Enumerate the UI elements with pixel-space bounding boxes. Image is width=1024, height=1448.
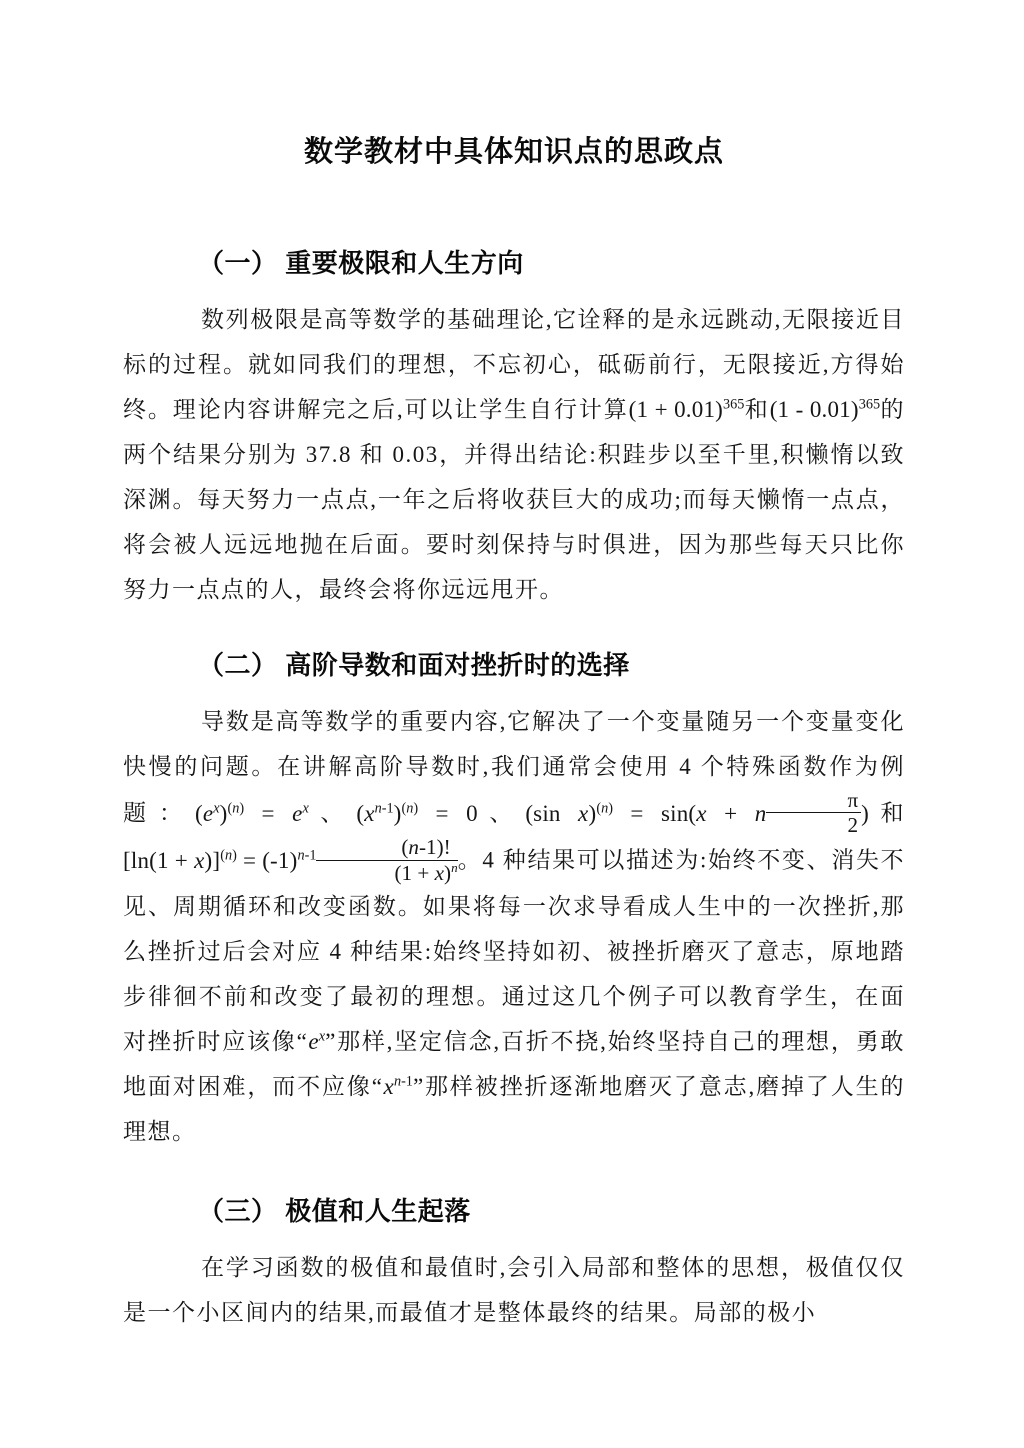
- section-heading-higher-derivatives: （二） 高阶导数和面对挫折时的选择: [198, 650, 630, 680]
- section-extrema: [123, 1194, 905, 1335]
- section-heading-extrema: （三） 极值和人生起落: [198, 1195, 471, 1226]
- paragraph-higher-derivatives: 导数是高等数学的重要内容,它解决了一个变量随另一个变量变化快慢的问题。在讲解高阶导数时,我们通常会使用 4 个特殊函数作为例题：$(e^x)^{(n)} = e^x$、$(x^{n-1})^{(n)} = 0$、(sin x)$^{(n)}$ = sin(x + n $\frac{\pi}{2}$ )和$[\ln(1 + x)]^{(n)} = (-1)^{n-1}$ $\frac{(n-1)!}{(1 + x)^n}$ 。4 种结果可以描述为:始终不变、消失不见、周期循环和改变函数。如果将每一次求导看成人生中的一次挫折,那么挫折过后会对应 4 种结果:始终坚持如初、被挫折磨灭了意志，原地踏步徘徊不前和改变了最初的理想。通过这几个例子可以教育学生，在面对挫折时应该像“$e^x$”那样,坚定信念,百折不挠,始终坚持自己的理想，勇敢地面对困难，而不应像“$x^{n-1}$”那样被挫折逐渐地磨灭了意志,磨掉了人生的理想。: [123, 709, 906, 1144]
- section-heading-important-limits: （一） 重要极限和人生方向: [198, 248, 524, 278]
- document-title: 数学教材中具体知识点的思政点: [303, 136, 724, 168]
- paragraph-important-limits: 数列极限是高等数学的基础理论,它诠释的是永远跳动,无限接近目标的过程。就如同我们的理想，不忘初心，砥砺前行，无限接近,方得始终。理论内容讲解完之后,可以让学生自行计算$(1 + 0.01)^{365}$和(1 - 0.01)$^{365}$的两个结果分别为 37.8 和 0.03，并得出结论:积跬步以至千里,积懒惰以致深渊。每天努力一点点,一年之后将收获巨大的成功;而每天懒惰一点点，将会被人远远地抛在后面。要时刻保持与时俱进，因为那些每天只比你努力一点点的人，最终会将你远远甩开。: [123, 307, 906, 602]
- section-higher-derivatives: [123, 648, 905, 1154]
- section-important-limits: [123, 246, 905, 612]
- paragraph-extrema: 在学习函数的极值和最值时,会引入局部和整体的思想，极值仅仅是一个小区间内的结果,而最值才是整体最终的结果。局部的极小: [123, 1254, 905, 1325]
